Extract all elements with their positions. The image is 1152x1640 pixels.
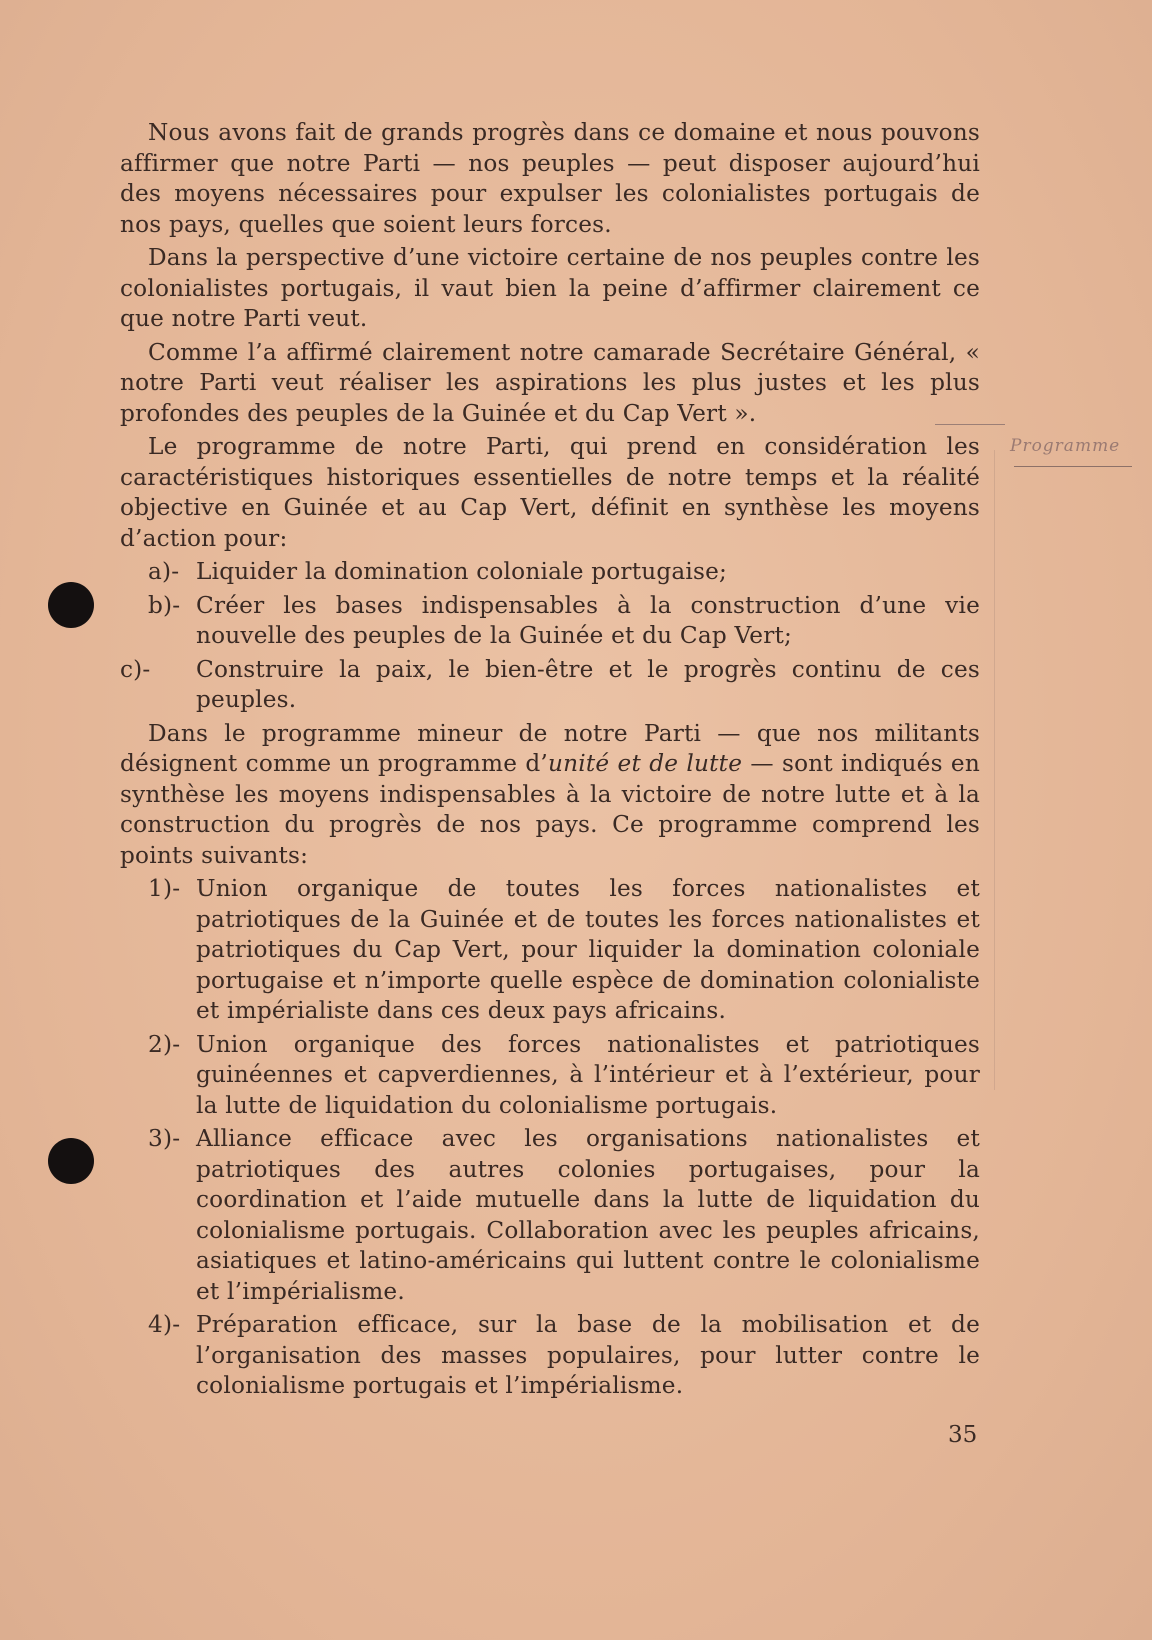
list-marker: b)- [148,591,181,619]
list-marker: 2)- [148,1030,181,1058]
paragraph: Le programme de notre Parti, qui prend en considération les caractéristiques historiques essentielles de notre temps et la réalité objective en Guinée et au Cap Vert, définit en synthèse les moyens d’action pour: [120,433,980,552]
list-item [120,874,980,1027]
list-item [120,557,980,588]
margin-pencil-rule [994,450,995,1090]
page-number: 35 [948,1422,978,1448]
punch-hole [48,582,94,628]
list-item-text: Alliance efficace avec les organisations nationalistes et patriotiques des autres colonies portugaises, pour la coordination et l’aide mutuelle dans la lutte de liquidation du colonialisme portugais. Collaboration avec les peuples africains, asiatiques et latino-américains qui luttent contre le colonialisme et l’impérialisme. [196,1125,980,1305]
paragraph-text: — sont indiqués en synthèse les moyens indispensables à la victoire de notre lutte et à la construction du progrès de nos pays. Ce programme comprend les points suivants: [120,750,980,869]
list-item-text: Liquider la domination coloniale portugaise; [196,558,728,585]
list-item-text: Union organique des forces nationalistes et patriotiques guinéennes et capverdiennes, à l’intérieur et à l’extérieur, pour la lutte de liquidation du colonialisme portugais. [196,1030,980,1119]
list-marker: 3)- [148,1125,181,1152]
body-text [120,118,980,1405]
punch-hole [48,1138,94,1184]
list-item-text: Préparation efficace, sur la base de la mobilisation et de l’organisation des masses populaires, pour lutter contre le colonialisme portugais et l’impérialisme. [196,1311,980,1399]
paragraph-text: Dans le programme mineur de notre Parti — que nos militants désignent comme un programme d’ [120,719,980,777]
emphasized-text: unité et de lutte [548,750,743,777]
list-item [120,655,980,716]
list-item-text: Créer les bases indispensables à la construction d’une vie nouvelle des peuples de la Guinée et du Cap Vert; [196,591,980,649]
paragraph: Comme l’a affirmé clairement notre camarade Secrétaire Général, « notre Parti veut réaliser les aspirations les plus justes et les plus profondes des peuples de la Guinée et du Cap Vert ». [120,338,980,427]
list-item [120,591,980,652]
paragraph: Nous avons fait de grands progrès dans ce domaine et nous pouvons affirmer que notre Parti — nos peuples — peut disposer aujourd’hui des moyens nécessaires pour expulser les colonialistes portugais de nos pays, quelles que soient leurs forces. [120,119,980,238]
list-marker: 1)- [148,875,181,902]
program-points-list [120,874,980,1402]
action-means-list [120,557,980,716]
pencil-underline-mark [1014,466,1132,467]
list-item [120,1124,980,1307]
list-marker: 4)- [148,1311,181,1338]
margin-annotation: Programme [1010,436,1121,456]
paragraph [120,719,980,872]
list-marker: a)- [148,558,180,585]
list-item [120,1030,980,1122]
list-item-text: Construire la paix, le bien-être et le progrès continu de ces peuples. [196,655,980,713]
paragraph: Dans la perspective d’une victoire certaine de nos peuples contre les colonialistes portugais, il vaut bien la peine d’affirmer clairement ce que notre Parti veut. [120,244,980,332]
list-item [120,1310,980,1402]
list-marker: c)- [120,655,151,683]
list-item-text: Union organique de toutes les forces nationalistes et patriotiques de la Guinée et de toutes les forces nationalistes et patriotiques du Cap Vert, pour liquider la domination coloniale portugaise et n’importe quelle espèce de domination colonialiste et impérialiste dans ces deux pays africains. [196,875,980,1024]
